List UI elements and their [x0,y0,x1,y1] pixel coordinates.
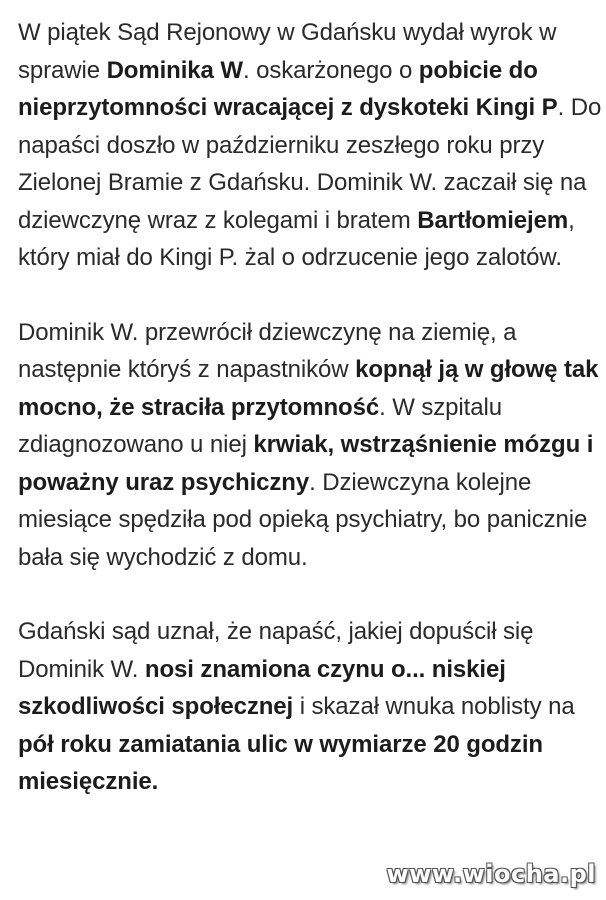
paragraph-3 [18,613,602,801]
text-run: . Dziewczyna kolejne miesiące spędziła pod opieką psychiatry, bo panicznie bała się wychodzić z domu. [18,468,588,571]
bold-text-run: Bartłomiejem [417,206,569,234]
bold-text-run: pobicie do nieprzytomności wracającej z dyskoteki Kingi P [18,56,558,121]
watermark-logo: www.wiocha.pl [386,860,596,888]
text-run: . oskarżonego o [242,56,419,84]
text-run: , który miał do Kingi P. żal o odrzucenie jego zalotów. [18,206,575,271]
text-run: . Do napaści doszło w październiku zeszłego roku przy Zielonej Bramie z Gdańsku. Dominik W. zaczaił się na dziewczynę wraz z kolegami i bratem [18,94,602,234]
bold-text-run: pół roku zamiatania ulic w wymiarze 20 godzin miesięcznie. [18,730,543,795]
article-body [18,14,602,801]
bold-text-run: nosi znamiona czynu o... niskiej szkodliwości społecznej [18,655,506,720]
text-run: . W szpitalu zdiagnozowano u niej [18,393,502,458]
bold-text-run: krwiak, wstrząśnienie mózgu i poważny uraz psychiczny [18,431,594,496]
text-run: Dominik W. przewrócił dziewczynę na ziemię, a następnie któryś z napastników [18,318,517,383]
text-run: W piątek Sąd Rejonowy w Gdańsku wydał wyrok w sprawie [18,19,557,84]
paragraph-2 [18,314,602,577]
bold-text-run: kopnął ją w głowę tak mocno, że straciła przytomność [18,356,599,421]
text-run: Gdański sąd uznał, że napaść, jakiej dopuścił się Dominik W. [18,618,534,683]
paragraph-1 [18,14,602,277]
text-run: i skazał wnuka noblisty na [293,693,575,720]
bold-text-run: Dominika W [106,56,243,84]
